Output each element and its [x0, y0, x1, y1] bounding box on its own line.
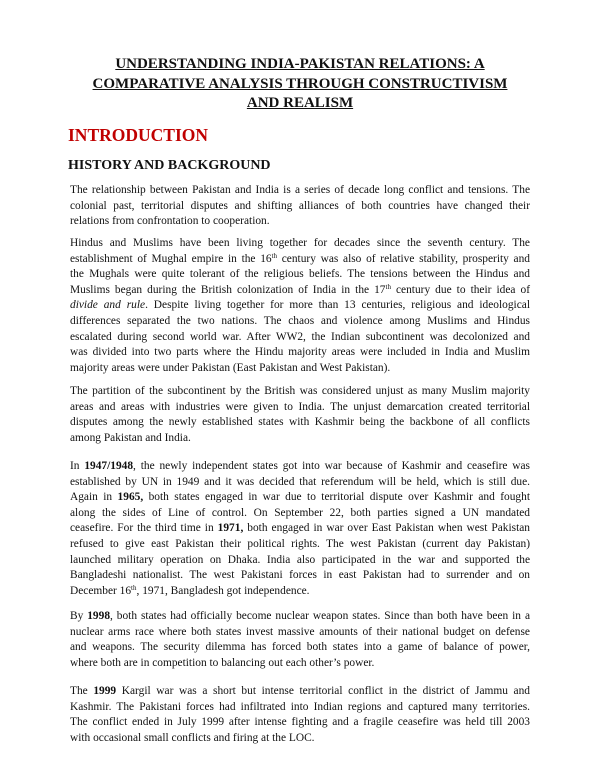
- paragraph: [70, 609, 530, 671]
- paragraph: [70, 684, 530, 746]
- text-segment: The relationship between Pakistan and India is a series of decade long conflict and tensions. The: [70, 184, 530, 196]
- text-segment: relations from confrontation to cooperation.: [70, 215, 270, 228]
- text-segment: majority areas were under Pakistan (East Pakistan and West Pakistan).: [70, 361, 391, 374]
- text-line: [70, 361, 530, 377]
- text-segment: differences separated the two nations. The chaos and violence among Muslims and Hindus: [70, 314, 530, 327]
- text-line: [70, 506, 530, 522]
- text-line: [70, 684, 530, 700]
- text-line: [70, 252, 530, 268]
- text-segment: 1998: [87, 610, 111, 622]
- text-segment: areas and areas with industries were given to India. The unjust demarcation created territorial: [70, 400, 530, 413]
- text-segment: December 16: [70, 584, 132, 597]
- text-segment: colonial past, territorial disputes and shifting alliances of both countries have changed their: [70, 199, 530, 212]
- text-line: [70, 568, 530, 584]
- paragraph: [70, 236, 530, 376]
- text-line: [70, 314, 530, 330]
- text-line: [70, 553, 530, 569]
- text-line: [70, 625, 530, 641]
- text-segment: By: [70, 610, 88, 622]
- text-segment: ceasefire. For the third time in: [70, 522, 218, 535]
- text-line: [70, 199, 530, 215]
- text-segment: established by UN in 1949 and it was decided that referendum will be held, which is still due.: [70, 475, 530, 488]
- text-segment: divide and rule: [70, 299, 146, 312]
- text-segment: both states engaged in war due to territorial dispute over Kashmir and fought: [143, 491, 530, 504]
- text-line: [70, 731, 530, 747]
- document-title: [60, 55, 540, 114]
- text-line: [70, 345, 530, 361]
- text-segment: 1999: [93, 685, 117, 697]
- text-segment: 1971,: [217, 522, 244, 535]
- text-segment: with occasional small conflicts and firing at the LOC.: [70, 731, 315, 744]
- text-segment: The: [70, 685, 94, 697]
- text-segment: Hindus and Muslims have been living together for decades since the seventh century. The: [70, 237, 530, 249]
- text-segment: Bangladeshi nationalist. The west Pakistani forces in east Pakistan had to surrender and on: [70, 569, 530, 582]
- text-line: [70, 283, 530, 299]
- text-segment: Muslims began during the British colonization of India in the 17: [70, 283, 386, 296]
- text-line: [70, 384, 530, 400]
- text-segment: disputes among the newly established states with Kashmir being the backbone of all conflicts: [70, 416, 530, 429]
- sub-heading: HISTORY AND BACKGROUND: [68, 158, 271, 173]
- text-line: [70, 236, 530, 252]
- text-line: [70, 400, 530, 416]
- paragraph: [70, 384, 530, 446]
- text-segment: The conflict ended in July 1999 after intense fighting and a fragile ceasefire was held till 2003: [70, 716, 530, 729]
- section-heading: INTRODUCTION: [68, 125, 209, 145]
- text-segment: . Despite living together for more than 13 centuries, religious and ideological: [145, 299, 530, 312]
- title-line: UNDERSTANDING INDIA-PAKISTAN RELATIONS: A: [115, 56, 485, 72]
- text-segment: th: [385, 282, 391, 291]
- text-segment: th: [131, 583, 137, 592]
- text-line: [70, 537, 530, 553]
- text-segment: refused to give east Pakistan their political rights. The west Pakistan (current day Pakistan): [70, 537, 530, 550]
- text-segment: , both states had officially become nuclear weapon states. Since than both have been in a: [110, 610, 530, 622]
- text-segment: and weapons. The security dilemma has forced both states into a game of balance of power,: [70, 641, 530, 654]
- text-segment: Kargil war was a short but intense territorial conflict in the district of Jammu and: [116, 685, 530, 697]
- text-segment: century was also of relative stability, prosperity and: [277, 252, 530, 265]
- text-line: [70, 584, 530, 600]
- text-segment: Kashmir. The Pakistani forces had infiltrated into Indian regions and captured many territories.: [70, 700, 530, 713]
- text-segment: 1947/1948: [84, 460, 134, 472]
- text-segment: , the newly independent states got into war because of Kashmir and ceasefire was: [133, 460, 530, 472]
- text-line: [70, 640, 530, 656]
- text-segment: launched military operation on Dhaka. India also participated in the war and supported the: [70, 553, 530, 566]
- paragraph: [70, 459, 530, 599]
- text-line: [70, 521, 530, 537]
- text-segment: along the sides of Line of control. On September 22, both parties signed a UN mandated: [70, 506, 530, 519]
- text-segment: where both are in competition to balancing out each other’s power.: [70, 656, 375, 669]
- text-segment: In: [70, 460, 85, 472]
- text-segment: th: [271, 251, 278, 260]
- text-segment: century due to their idea of: [390, 283, 530, 296]
- text-segment: , 1971, Bangladesh got independence.: [136, 584, 310, 597]
- text-segment: was divided into two parts where the Hindu majority areas were included in India and Muslim: [70, 346, 530, 359]
- text-line: [70, 490, 530, 506]
- text-line: [70, 298, 530, 314]
- text-segment: both engaged in war over East Pakistan when west Pakistan: [243, 522, 530, 535]
- text-line: [70, 609, 530, 625]
- title-line: COMPARATIVE ANALYSIS THROUGH CONSTRUCTIVISM: [92, 75, 508, 92]
- text-line: [70, 700, 530, 716]
- text-line: [70, 656, 530, 672]
- text-line: [70, 715, 530, 731]
- text-segment: Again in: [70, 491, 118, 504]
- text-line: [70, 459, 530, 475]
- text-line: [70, 267, 530, 283]
- text-line: [70, 431, 530, 447]
- text-segment: among Pakistan and India.: [70, 431, 191, 444]
- text-line: [70, 330, 530, 346]
- text-segment: 1965,: [117, 491, 144, 504]
- text-line: [70, 183, 530, 199]
- text-line: [70, 214, 530, 230]
- text-segment: The partition of the subcontinent by the British was considered unjust as many Muslim majority: [70, 385, 530, 397]
- text-segment: establishment of Mughal empire in the 16: [70, 252, 272, 265]
- text-segment: the Mughals were quite tolerant of the religious beliefs. The tensions between the Hindus and: [70, 268, 530, 281]
- text-line: [70, 415, 530, 431]
- title-line: AND REALISM: [246, 95, 354, 111]
- text-segment: escalated during second world war. After WW2, the Indian subcontinent was decolonized and: [70, 330, 530, 343]
- text-segment: nuclear arms race where both states invest massive amounts of their national budget on defense: [70, 625, 530, 638]
- paragraph: [70, 183, 530, 230]
- text-line: [70, 475, 530, 491]
